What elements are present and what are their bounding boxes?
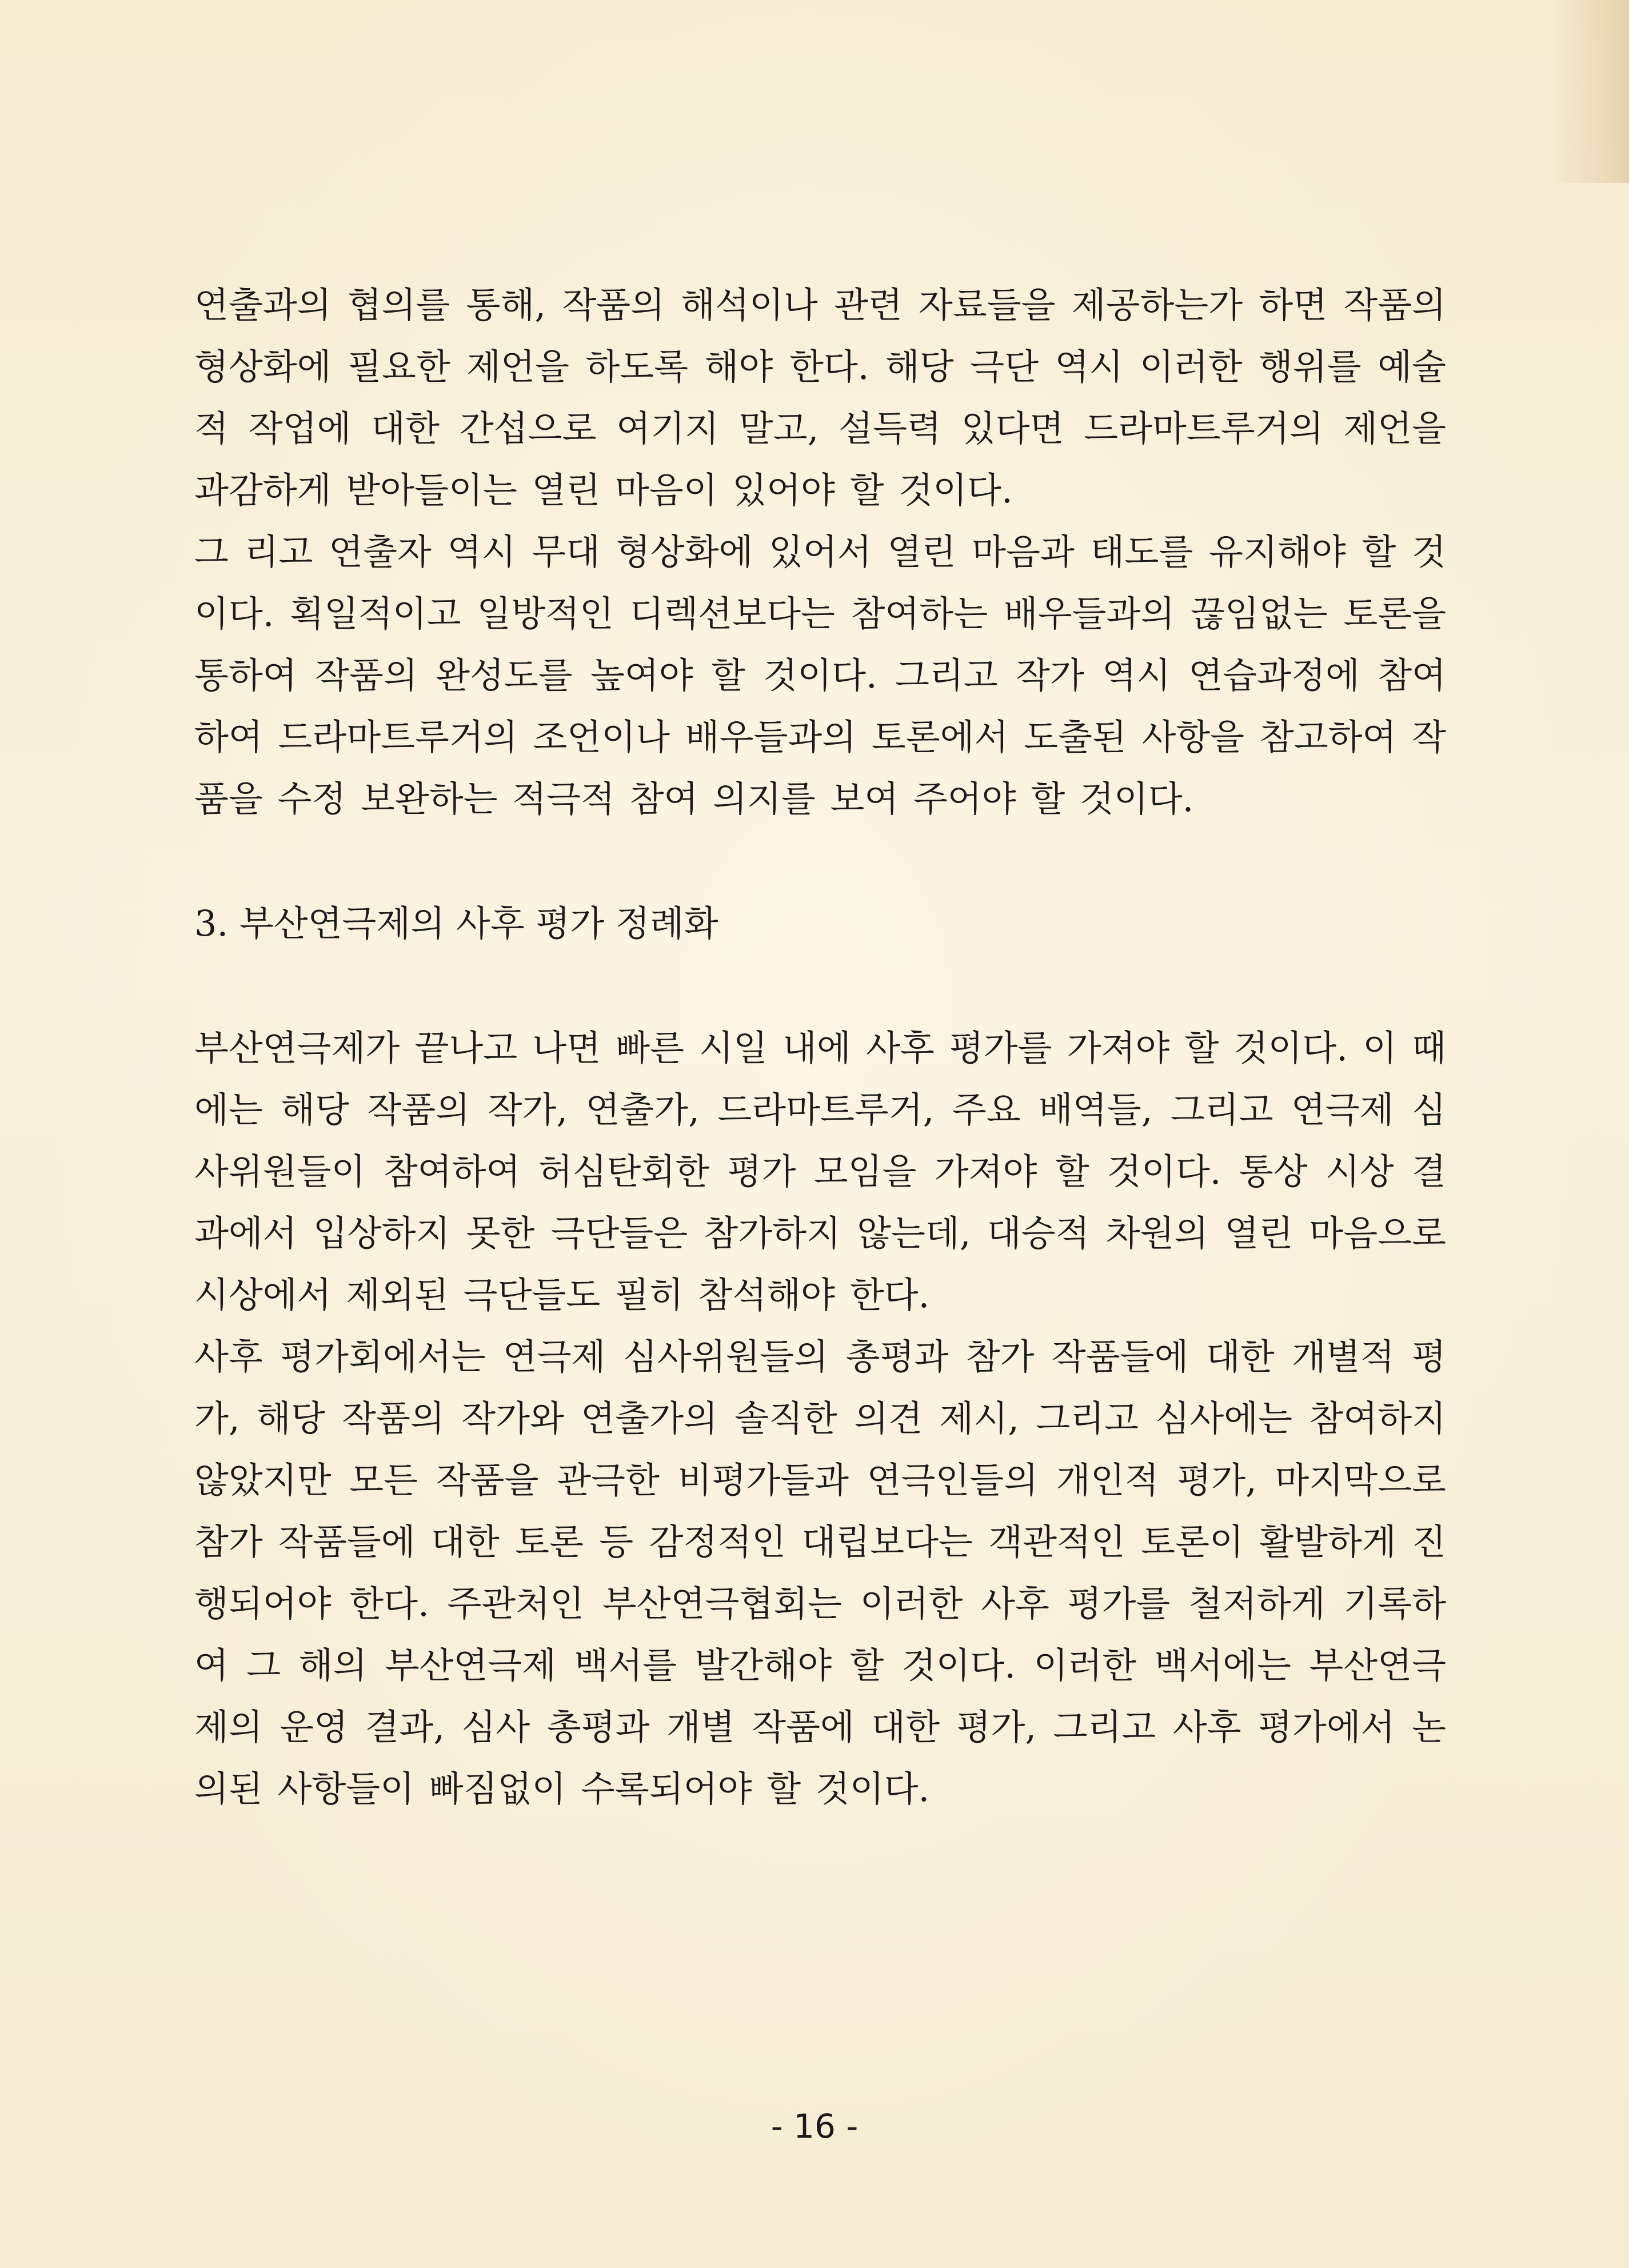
body-paragraph-2: 그 리고 연출자 역시 무대 형상화에 있어서 열린 마음과 태도를 유지해야 할 것이다. 획일적이고 일방적인 디렉션보다는 참여하는 배우들과의 끊임없는 토론을 통하여 작품의 완성도를 높여야 할 것이다. 그리고 작가 역시 연습과정에 참여하여 드라마트루거의 조언이나 배우들과의 토론에서 도출된 사항을 참고하여 작품을 수정 보완하는 적극적 참여 의지를 보여 주어야 할 것이다. [194,531,1446,820]
document-page [194,274,1446,1820]
page-number: - 16 - [770,2107,859,2146]
paper-edge-stain [1549,0,1629,183]
body-paragraph-3: 부산연극제가 끝나고 나면 빠른 시일 내에 사후 평가를 가져야 할 것이다. 이 때에는 해당 작품의 작가, 연출가, 드라마트루거, 주요 배역들, 그리고 연극제 심사위원들이 참여하여 허심탄회한 평가 모임을 가져야 할 것이다. 통상 시상 결과에서 입상하지 못한 극단들은 참가하지 않는데, 대승적 차원의 열린 마음으로 시상에서 제외된 극단들도 필히 참석해야 한다. [194,1027,1446,1316]
section-heading: 3. 부산연극제의 사후 평가 정례화 [194,903,718,944]
body-paragraph-4: 사후 평가회에서는 연극제 심사위원들의 총평과 참가 작품들에 대한 개별적 평가, 해당 작품의 작가와 연출가의 솔직한 의견 제시, 그리고 심사에는 참여하지 않았지만 모든 작품을 관극한 비평가들과 연극인들의 개인적 평가, 마지막으로 참가 작품들에 대한 토론 등 감정적인 대립보다는 객관적인 토론이 활발하게 진행되어야 한다. 주관처인 부산연극협회는 이러한 사후 평가를 철저하게 기록하여 그 해의 부산연극제 백서를 발간해야 할 것이다. 이러한 백서에는 부산연극제의 운영 결과, 심사 총평과 개별 작품에 대한 평가, 그리고 사후 평가에서 논의된 사항들이 빠짐없이 수록되어야 할 것이다. [194,1336,1446,1810]
body-paragraph-1: 연출과의 협의를 통해, 작품의 해석이나 관련 자료들을 제공하는가 하면 작품의 형상화에 필요한 제언을 하도록 해야 한다. 해당 극단 역시 이러한 행위를 예술적 작업에 대한 간섭으로 여기지 말고, 설득력 있다면 드라마트루거의 제언을 과감하게 받아들이는 열린 마음이 있어야 할 것이다. [194,284,1446,511]
